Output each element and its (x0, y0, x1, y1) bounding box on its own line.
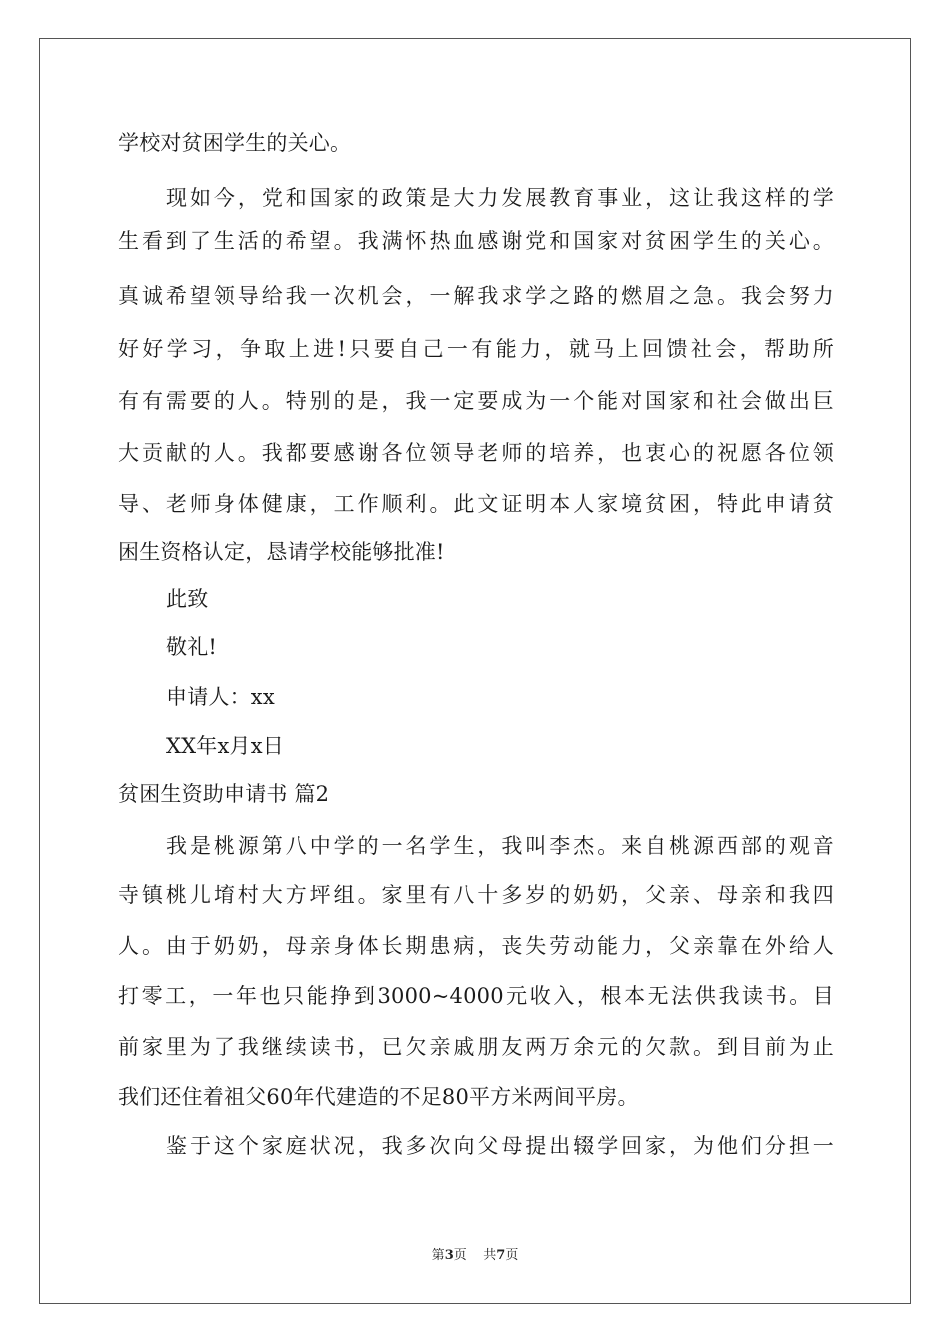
page-number-suffix: 页 (505, 1248, 519, 1263)
text-line: 导、老师身体健康，工作顺利。此文证明本人家境贫困，特此申请贫 (118, 492, 834, 516)
section-heading: 贫困生资助申请书 篇2 (118, 782, 330, 806)
page-number-separator: 页 共 (453, 1248, 497, 1263)
paragraph-start-line: 现如今，党和国家的政策是大力发展教育事业，这让我这样的学 (166, 186, 834, 210)
text-line: 打零工，一年也只能挣到3000~4000元收入，根本无法供我读书。目 (118, 984, 834, 1008)
text-line: 寺镇桃儿堉村大方坪组。家里有八十多岁的奶奶，父亲、母亲和我四 (118, 883, 834, 907)
text-line: 生看到了生活的希望。我满怀热血感谢党和国家对贫困学生的关心。 (118, 229, 834, 253)
text-line: 学校对贫困学生的关心。 (118, 131, 352, 155)
total-page-count: 7 (496, 1248, 506, 1263)
closing-line: 敬礼! (166, 635, 218, 659)
text-line: 前家里为了我继续读书，已欠亲戚朋友两万余元的欠款。到目前为止 (118, 1035, 834, 1059)
page-footer (0, 1247, 950, 1265)
text-line: 困生资格认定，恳请学校能够批准! (118, 540, 445, 564)
applicant-line: 申请人：xx (166, 685, 275, 709)
text-line: 真诚希望领导给我一次机会，一解我求学之路的燃眉之急。我会努力 (118, 284, 834, 308)
page-number-prefix: 第 (431, 1248, 445, 1263)
date-line: XX年x月x日 (166, 734, 284, 758)
paragraph-start-line: 鉴于这个家庭状况，我多次向父母提出辍学回家，为他们分担一 (166, 1134, 834, 1158)
salutation-line: 此致 (166, 587, 209, 611)
text-line: 人。由于奶奶，母亲身体长期患病，丧失劳动能力，父亲靠在外给人 (118, 934, 834, 958)
text-line: 大贡献的人。我都要感谢各位领导老师的培养，也衷心的祝愿各位领 (118, 441, 834, 465)
current-page-number: 3 (444, 1248, 454, 1263)
text-line: 有有需要的人。特别的是，我一定要成为一个能对国家和社会做出巨 (118, 389, 834, 413)
text-line: 我们还住着祖父60年代建造的不足80平方米两间平房。 (118, 1085, 639, 1109)
paragraph-start-line: 我是桃源第八中学的一名学生，我叫李杰。来自桃源西部的观音 (166, 834, 834, 858)
text-line: 好好学习，争取上进!只要自己一有能力，就马上回馈社会，帮助所 (118, 337, 834, 361)
